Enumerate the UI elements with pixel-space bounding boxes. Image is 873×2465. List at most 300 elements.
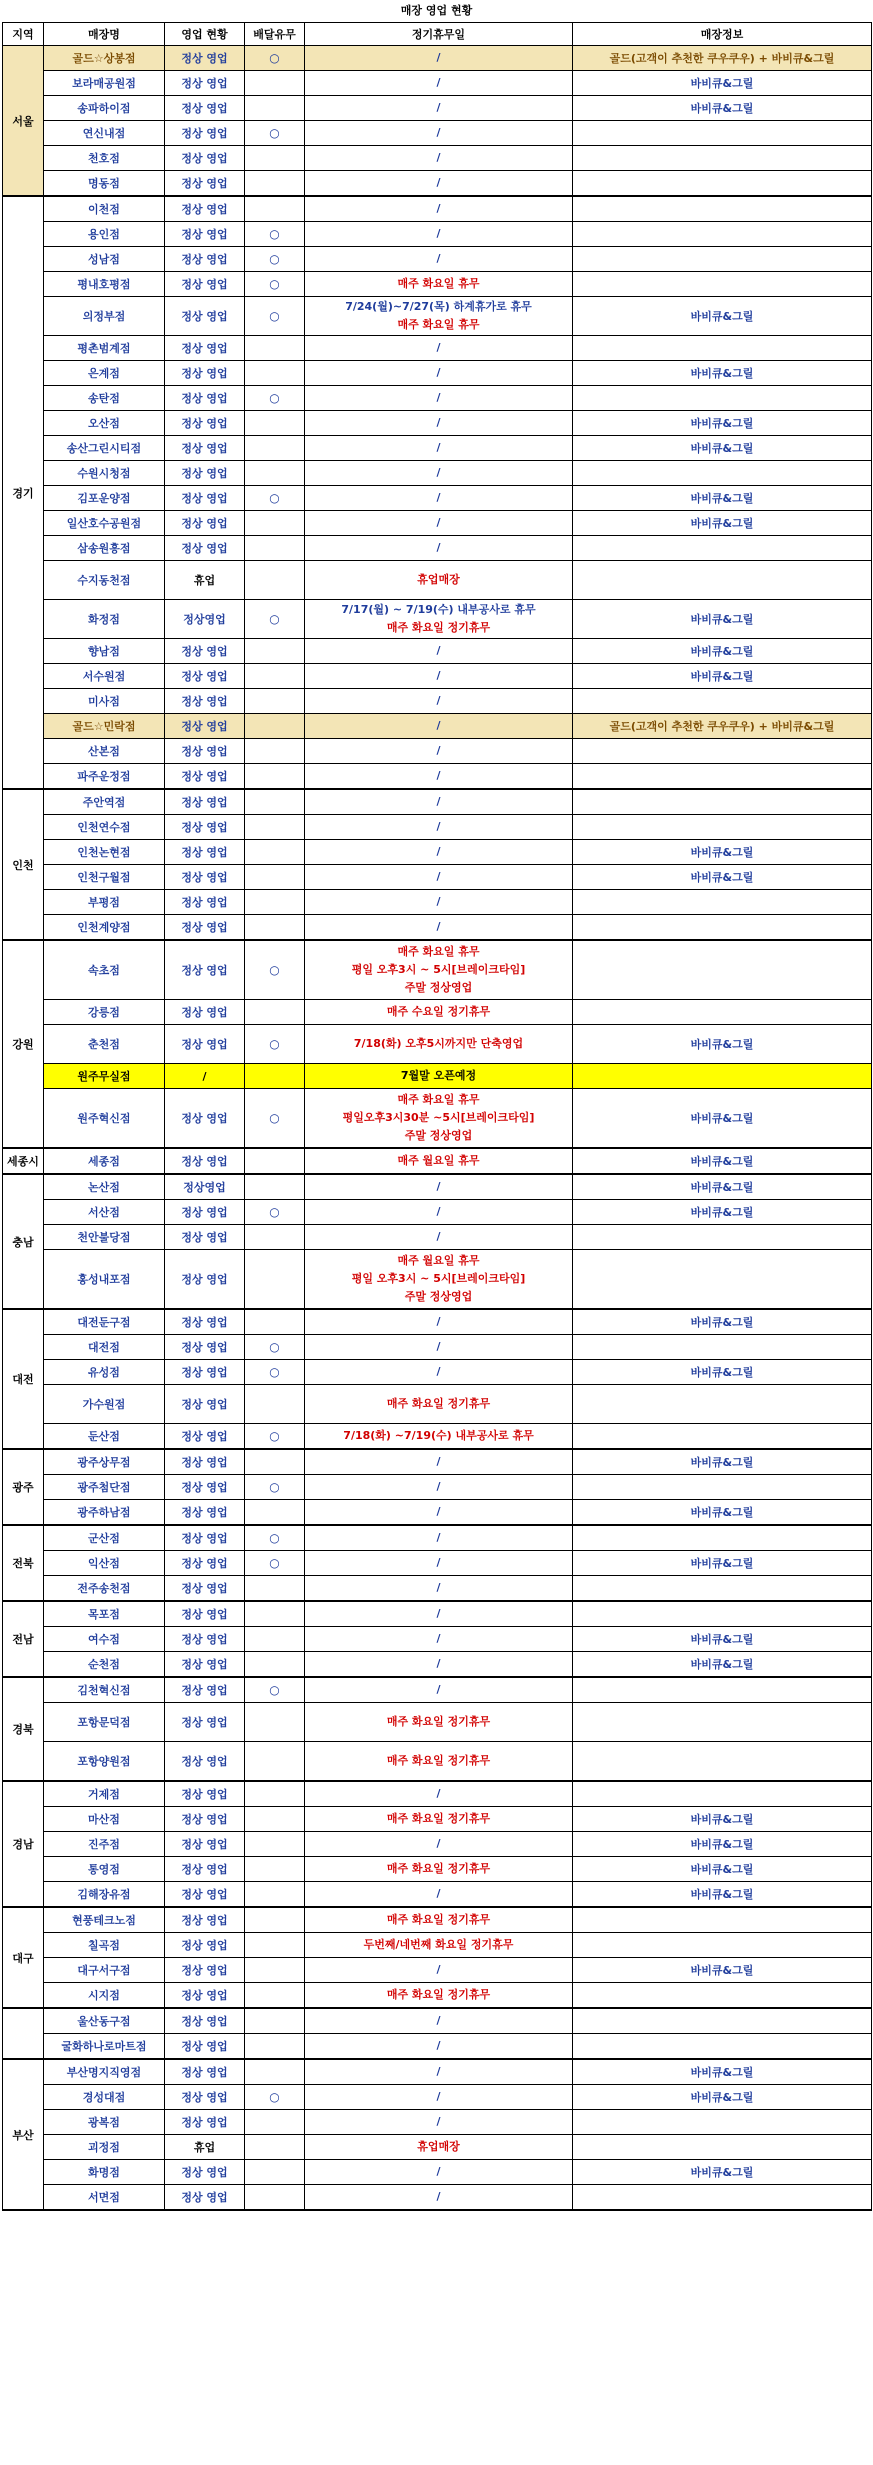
store-name-cell: 순천점 — [44, 1652, 165, 1678]
store-name-cell: 가수원점 — [44, 1385, 165, 1424]
status-cell: 정상 영업 — [165, 196, 245, 222]
info-cell: 바비큐&그릴 — [573, 511, 872, 536]
holiday-line: / — [436, 176, 441, 189]
delivery-cell — [245, 71, 305, 96]
holiday-line: 매주 화요일 정기휴무 — [386, 1754, 491, 1767]
holiday-line: / — [436, 895, 441, 908]
holiday-cell — [305, 2085, 573, 2110]
table-row — [3, 1335, 872, 1360]
region-cell: 서울 — [3, 46, 44, 197]
store-name-cell: 경성대점 — [44, 2085, 165, 2110]
holiday-cell — [305, 1703, 573, 1742]
table-row — [3, 840, 872, 865]
delivery-cell — [245, 536, 305, 561]
table-row — [3, 664, 872, 689]
delivery-cell — [245, 361, 305, 386]
table-row — [3, 2085, 872, 2110]
store-name-cell: 이천점 — [44, 196, 165, 222]
table-row — [3, 1000, 872, 1025]
info-cell — [573, 1335, 872, 1360]
status-cell: 정상 영업 — [165, 1000, 245, 1025]
status-cell: 정상 영업 — [165, 1627, 245, 1652]
status-cell: 정상 영업 — [165, 1983, 245, 2009]
info-cell — [573, 247, 872, 272]
info-cell: 바비큐&그릴 — [573, 1025, 872, 1064]
holiday-cell — [305, 121, 573, 146]
store-name-cell: 향남점 — [44, 639, 165, 664]
status-cell: 정상 영업 — [165, 1958, 245, 1983]
store-name-cell: 논산점 — [44, 1174, 165, 1200]
table-row — [3, 1225, 872, 1250]
status-cell: 정상 영업 — [165, 1148, 245, 1174]
holiday-line: 매주 화요일 휴무 — [397, 318, 480, 331]
page-title: 매장 영업 현황 — [400, 4, 473, 17]
holiday-cell — [305, 461, 573, 486]
store-name-cell: 진주점 — [44, 1832, 165, 1857]
status-cell: 정상 영업 — [165, 1857, 245, 1882]
holiday-line: 매주 월요일 휴무 — [397, 1254, 480, 1267]
status-cell: 정상 영업 — [165, 1360, 245, 1385]
info-cell — [573, 1424, 872, 1450]
status-cell: 정상 영업 — [165, 764, 245, 790]
holiday-line: / — [436, 795, 441, 808]
store-name-cell: 마산점 — [44, 1807, 165, 1832]
holiday-line: / — [436, 466, 441, 479]
status-cell: 정상 영업 — [165, 461, 245, 486]
store-name-cell: 은계점 — [44, 361, 165, 386]
info-cell: 바비큐&그릴 — [573, 1807, 872, 1832]
holiday-cell — [305, 915, 573, 941]
holiday-cell — [305, 1174, 573, 1200]
store-name-cell: 울산동구점 — [44, 2008, 165, 2034]
holiday-line: 매주 화요일 정기휴무 — [386, 1862, 491, 1875]
table-row — [3, 2110, 872, 2135]
status-cell: 정상 영업 — [165, 361, 245, 386]
holiday-line: / — [436, 1607, 441, 1620]
status-cell: 정상 영업 — [165, 1703, 245, 1742]
holiday-cell — [305, 1148, 573, 1174]
table-row — [3, 297, 872, 336]
holiday-cell — [305, 689, 573, 714]
table-row — [3, 1882, 872, 1908]
info-cell: 바비큐&그릴 — [573, 1958, 872, 1983]
store-name-cell: 주안역점 — [44, 789, 165, 815]
info-cell: 바비큐&그릴 — [573, 1309, 872, 1335]
info-cell — [573, 386, 872, 411]
info-cell: 바비큐&그릴 — [573, 2059, 872, 2085]
region-cell: 대전 — [3, 1309, 44, 1449]
holiday-cell — [305, 71, 573, 96]
table-row — [3, 1832, 872, 1857]
status-cell: 정상 영업 — [165, 486, 245, 511]
table-row — [3, 1148, 872, 1174]
store-name-cell: 통영점 — [44, 1857, 165, 1882]
info-cell — [573, 336, 872, 361]
store-name-cell: 천호점 — [44, 146, 165, 171]
info-cell — [573, 171, 872, 197]
info-cell: 골드(고객이 추천한 쿠우쿠우) + 바비큐&그릴 — [573, 46, 872, 71]
status-cell: 정상 영업 — [165, 789, 245, 815]
info-cell — [573, 739, 872, 764]
table-row — [3, 714, 872, 739]
store-name-cell: 성남점 — [44, 247, 165, 272]
delivery-cell — [245, 1627, 305, 1652]
holiday-cell — [305, 2110, 573, 2135]
table-row — [3, 1250, 872, 1310]
store-name-cell: 목포점 — [44, 1601, 165, 1627]
info-cell: 바비큐&그릴 — [573, 664, 872, 689]
holiday-cell — [305, 840, 573, 865]
info-cell — [573, 536, 872, 561]
holiday-line: / — [436, 1556, 441, 1569]
status-cell: 정상 영업 — [165, 297, 245, 336]
table-row — [3, 386, 872, 411]
table-row — [3, 2008, 872, 2034]
store-name-cell: 강릉점 — [44, 1000, 165, 1025]
holiday-line: / — [436, 694, 441, 707]
status-cell: 정상 영업 — [165, 915, 245, 941]
status-cell: 정상 영업 — [165, 1742, 245, 1782]
holiday-line: / — [436, 227, 441, 240]
header-delivery: 배달유무 — [245, 23, 305, 46]
info-cell: 바비큐&그릴 — [573, 1200, 872, 1225]
info-cell: 바비큐&그릴 — [573, 2160, 872, 2185]
store-name-cell: 골드☆민락점 — [44, 714, 165, 739]
status-cell: 정상 영업 — [165, 1089, 245, 1149]
status-cell: 정상 영업 — [165, 272, 245, 297]
holiday-line: / — [436, 366, 441, 379]
status-cell: 정상 영업 — [165, 1475, 245, 1500]
table-row — [3, 1449, 872, 1475]
info-cell: 바비큐&그릴 — [573, 411, 872, 436]
store-name-cell: 부평점 — [44, 890, 165, 915]
table-row — [3, 1475, 872, 1500]
delivery-cell: ○ — [245, 940, 305, 1000]
status-cell: 정상 영업 — [165, 1309, 245, 1335]
delivery-cell — [245, 1601, 305, 1627]
delivery-cell: ○ — [245, 272, 305, 297]
status-cell: 정상 영업 — [165, 664, 245, 689]
delivery-cell — [245, 1907, 305, 1933]
table-row — [3, 121, 872, 146]
delivery-cell: ○ — [245, 1360, 305, 1385]
region-cell: 충남 — [3, 1174, 44, 1309]
delivery-cell — [245, 336, 305, 361]
info-cell — [573, 1907, 872, 1933]
holiday-line: 평일오후3시30분 ~5시[브레이크타임] — [342, 1111, 535, 1124]
delivery-cell — [245, 1742, 305, 1782]
status-cell: 정상 영업 — [165, 739, 245, 764]
holiday-line: 매주 화요일 휴무 — [397, 1093, 480, 1106]
delivery-cell — [245, 1958, 305, 1983]
holiday-cell — [305, 1335, 573, 1360]
holiday-line: / — [436, 719, 441, 732]
table-row — [3, 1025, 872, 1064]
store-name-cell: 용인점 — [44, 222, 165, 247]
delivery-cell — [245, 196, 305, 222]
status-cell: 정상 영업 — [165, 1525, 245, 1551]
holiday-cell — [305, 1807, 573, 1832]
table-row — [3, 1174, 872, 1200]
holiday-cell — [305, 1000, 573, 1025]
store-name-cell: 김해장유점 — [44, 1882, 165, 1908]
store-name-cell: 군산점 — [44, 1525, 165, 1551]
store-name-cell: 광주첨단점 — [44, 1475, 165, 1500]
region-cell: 전북 — [3, 1525, 44, 1601]
info-cell: 바비큐&그릴 — [573, 1174, 872, 1200]
store-name-cell: 세종점 — [44, 1148, 165, 1174]
holiday-line: / — [436, 1505, 441, 1518]
region-cell — [3, 2008, 44, 2059]
holiday-cell — [305, 1025, 573, 1064]
holiday-line: / — [436, 202, 441, 215]
status-cell: 정상 영업 — [165, 815, 245, 840]
info-cell — [573, 940, 872, 1000]
store-name-cell: 전주송천점 — [44, 1576, 165, 1602]
status-cell: 정상 영업 — [165, 2034, 245, 2060]
info-cell — [573, 1475, 872, 1500]
holiday-cell — [305, 511, 573, 536]
delivery-cell — [245, 1225, 305, 1250]
delivery-cell — [245, 511, 305, 536]
holiday-cell — [305, 1933, 573, 1958]
info-cell — [573, 146, 872, 171]
store-name-cell: 인천구월점 — [44, 865, 165, 890]
table-row — [3, 1742, 872, 1782]
holiday-line: 매주 화요일 정기휴무 — [386, 1715, 491, 1728]
delivery-cell — [245, 1500, 305, 1526]
holiday-cell — [305, 1832, 573, 1857]
status-cell: 정상영업 — [165, 600, 245, 639]
store-name-cell: 인천계양점 — [44, 915, 165, 941]
holiday-cell — [305, 336, 573, 361]
delivery-cell — [245, 689, 305, 714]
table-row — [3, 536, 872, 561]
holiday-line: / — [436, 1455, 441, 1468]
table-body — [3, 46, 872, 2211]
holiday-line: / — [436, 1531, 441, 1544]
region-cell: 전남 — [3, 1601, 44, 1677]
delivery-cell — [245, 1781, 305, 1807]
delivery-cell — [245, 461, 305, 486]
holiday-cell — [305, 2185, 573, 2211]
holiday-line: / — [436, 870, 441, 883]
delivery-cell — [245, 1000, 305, 1025]
holiday-line: / — [436, 1657, 441, 1670]
delivery-cell — [245, 2160, 305, 2185]
delivery-cell — [245, 2059, 305, 2085]
delivery-cell: ○ — [245, 1025, 305, 1064]
holiday-cell — [305, 815, 573, 840]
holiday-cell — [305, 1250, 573, 1310]
delivery-cell: ○ — [245, 1424, 305, 1450]
status-cell: 정상 영업 — [165, 1385, 245, 1424]
holiday-line: / — [436, 341, 441, 354]
info-cell: 바비큐&그릴 — [573, 639, 872, 664]
holiday-cell — [305, 46, 573, 71]
store-name-cell: 원주혁신점 — [44, 1089, 165, 1149]
holiday-cell — [305, 1225, 573, 1250]
status-cell: 정상 영업 — [165, 1576, 245, 1602]
info-cell — [573, 764, 872, 790]
status-cell: 정상 영업 — [165, 46, 245, 71]
store-name-cell: 미사점 — [44, 689, 165, 714]
table-row — [3, 511, 872, 536]
holiday-line: 주말 정상영업 — [404, 1129, 473, 1142]
holiday-cell — [305, 664, 573, 689]
holiday-line: 매주 화요일 휴무 — [397, 277, 480, 290]
holiday-line: / — [436, 2165, 441, 2178]
status-cell: 정상 영업 — [165, 840, 245, 865]
holiday-cell — [305, 2008, 573, 2034]
info-cell: 바비큐&그릴 — [573, 96, 872, 121]
holiday-cell — [305, 639, 573, 664]
store-status-table — [2, 22, 872, 2211]
status-cell: 정상 영업 — [165, 511, 245, 536]
info-cell — [573, 561, 872, 600]
table-row — [3, 639, 872, 664]
info-cell: 바비큐&그릴 — [573, 1449, 872, 1475]
delivery-cell — [245, 1703, 305, 1742]
info-cell — [573, 1225, 872, 1250]
store-name-cell: 서산점 — [44, 1200, 165, 1225]
table-row — [3, 1807, 872, 1832]
table-row — [3, 789, 872, 815]
table-row — [3, 1907, 872, 1933]
holiday-line: / — [436, 1205, 441, 1218]
status-cell: 정상 영업 — [165, 2059, 245, 2085]
holiday-line: 휴업매장 — [417, 2140, 460, 2153]
info-cell — [573, 121, 872, 146]
status-cell: 정상 영업 — [165, 714, 245, 739]
holiday-line: 7/18(화) 오후5시까지만 단축영업 — [353, 1037, 524, 1050]
info-cell: 바비큐&그릴 — [573, 1148, 872, 1174]
delivery-cell — [245, 764, 305, 790]
store-name-cell: 천안불당점 — [44, 1225, 165, 1250]
table-row — [3, 689, 872, 714]
holiday-cell — [305, 171, 573, 197]
status-cell: 정상 영업 — [165, 1781, 245, 1807]
holiday-line: / — [436, 1837, 441, 1850]
holiday-cell — [305, 1882, 573, 1908]
holiday-cell — [305, 561, 573, 600]
delivery-cell: ○ — [245, 1475, 305, 1500]
store-name-cell: 파주운정점 — [44, 764, 165, 790]
holiday-cell — [305, 1200, 573, 1225]
delivery-cell — [245, 1064, 305, 1089]
delivery-cell: ○ — [245, 2085, 305, 2110]
holiday-line: / — [436, 151, 441, 164]
delivery-cell — [245, 1832, 305, 1857]
info-cell — [573, 1742, 872, 1782]
info-cell: 바비큐&그릴 — [573, 1857, 872, 1882]
delivery-cell: ○ — [245, 1525, 305, 1551]
holiday-line: 평일 오후3시 ~ 5시[브레이크타임] — [351, 963, 526, 976]
table-row — [3, 96, 872, 121]
status-cell: 정상 영업 — [165, 1677, 245, 1703]
delivery-cell — [245, 2110, 305, 2135]
table-row — [3, 1064, 872, 1089]
holiday-cell — [305, 1360, 573, 1385]
holiday-cell — [305, 272, 573, 297]
store-name-cell: 김천혁신점 — [44, 1677, 165, 1703]
delivery-cell — [245, 1309, 305, 1335]
table-row — [3, 1703, 872, 1742]
status-cell: 정상 영업 — [165, 1200, 245, 1225]
status-cell: 정상 영업 — [165, 386, 245, 411]
info-cell: 바비큐&그릴 — [573, 840, 872, 865]
table-row — [3, 171, 872, 197]
region-cell: 인천 — [3, 789, 44, 940]
holiday-cell — [305, 600, 573, 639]
region-cell: 강원 — [3, 940, 44, 1148]
status-cell: 정상 영업 — [165, 2110, 245, 2135]
info-cell: 바비큐&그릴 — [573, 1500, 872, 1526]
store-name-cell: 화명점 — [44, 2160, 165, 2185]
table-row — [3, 146, 872, 171]
delivery-cell: ○ — [245, 486, 305, 511]
info-cell: 바비큐&그릴 — [573, 1627, 872, 1652]
holiday-line: / — [436, 1887, 441, 1900]
info-cell — [573, 1601, 872, 1627]
store-name-cell: 송파하이점 — [44, 96, 165, 121]
holiday-line: 매주 화요일 휴무 — [397, 945, 480, 958]
holiday-cell — [305, 1781, 573, 1807]
delivery-cell — [245, 639, 305, 664]
holiday-line: 매주 수요일 정기휴무 — [386, 1005, 491, 1018]
holiday-cell — [305, 1449, 573, 1475]
delivery-cell — [245, 561, 305, 600]
holiday-cell — [305, 1525, 573, 1551]
status-cell: 정상 영업 — [165, 940, 245, 1000]
holiday-cell — [305, 865, 573, 890]
holiday-line: 매주 월요일 휴무 — [397, 1154, 480, 1167]
region-cell: 경남 — [3, 1781, 44, 1907]
holiday-cell — [305, 1652, 573, 1678]
header-region: 지역 — [3, 23, 44, 46]
store-name-cell: 연신내점 — [44, 121, 165, 146]
table-row — [3, 1601, 872, 1627]
table-row — [3, 486, 872, 511]
info-cell: 바비큐&그릴 — [573, 1882, 872, 1908]
table-row — [3, 1551, 872, 1576]
table-row — [3, 436, 872, 461]
delivery-cell — [245, 1148, 305, 1174]
store-name-cell: 여수점 — [44, 1627, 165, 1652]
holiday-line: 매주 화요일 정기휴무 — [386, 621, 491, 634]
holiday-line: 7/17(월) ~ 7/19(수) 내부공사로 휴무 — [341, 603, 536, 616]
holiday-cell — [305, 386, 573, 411]
table-row — [3, 71, 872, 96]
holiday-line: / — [436, 2090, 441, 2103]
store-name-cell: 둔산점 — [44, 1424, 165, 1450]
holiday-cell — [305, 1677, 573, 1703]
holiday-line: 7/18(화) ~7/19(수) 내부공사로 휴무 — [343, 1429, 534, 1442]
delivery-cell — [245, 739, 305, 764]
store-name-cell: 부산명지직영점 — [44, 2059, 165, 2085]
info-cell: 바비큐&그릴 — [573, 361, 872, 386]
status-cell: 정상 영업 — [165, 336, 245, 361]
holiday-line: / — [436, 769, 441, 782]
store-name-cell: 광복점 — [44, 2110, 165, 2135]
status-cell: 정상 영업 — [165, 689, 245, 714]
delivery-cell — [245, 840, 305, 865]
holiday-cell — [305, 146, 573, 171]
status-cell: 정상 영업 — [165, 1933, 245, 1958]
table-row — [3, 2135, 872, 2160]
info-cell — [573, 196, 872, 222]
table-row — [3, 2059, 872, 2085]
